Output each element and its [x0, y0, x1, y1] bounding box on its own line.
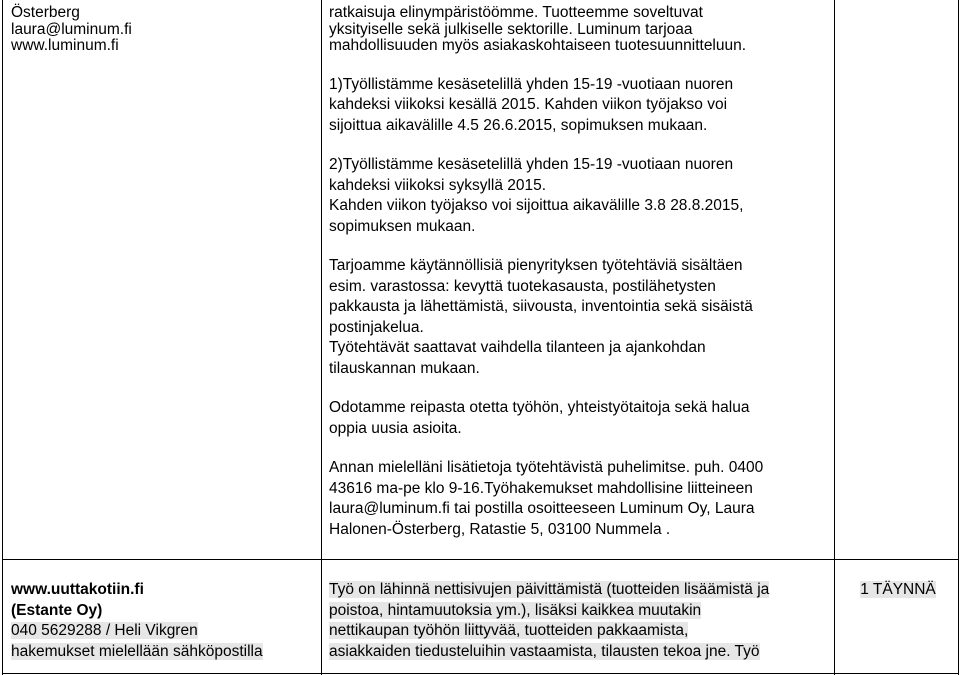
- employer-website[interactable]: www.uuttakotiin.fi: [11, 581, 144, 598]
- table-border-bottom: [2, 673, 959, 674]
- table-border-right: [958, 0, 959, 675]
- paragraph-line: oppia uusia asioita.: [329, 419, 462, 437]
- paragraph-line: esim. varastossa: kevyttä tuotekasausta, postilähetysten: [329, 277, 716, 295]
- column-divider-2: [834, 0, 835, 675]
- employer-phone-contact: 040 5629288 / Heli Vikgren: [11, 622, 198, 639]
- paragraph-line: laura@luminum.fi tai postilla osoitteeseen Luminum Oy, Laura: [329, 500, 755, 517]
- paragraph-line: kahdeksi viikoksi syksyllä 2015.: [329, 176, 547, 194]
- intro-line: mahdollisuuden myös asiakaskohtaiseen tuotesuunnitteluun.: [329, 37, 747, 54]
- table-border-left: [2, 0, 3, 675]
- description-line: poistoa, hintamuutoksia ym.), lisäksi kaikkea muutakin: [329, 601, 702, 619]
- employer-company: (Estante Oy): [11, 601, 103, 619]
- paragraph-line: Työtehtävät saattavat vaihdella tilanteen ja ajankohdan: [329, 339, 706, 356]
- contact-email[interactable]: laura@luminum.fi: [11, 20, 132, 38]
- paragraph-line: kahdeksi viikoksi kesällä 2015. Kahden viikon työjakso voi: [329, 96, 728, 113]
- applications-note: hakemukset mielellään sähköpostilla: [11, 642, 263, 660]
- paragraph-line: Halonen-Österberg, Ratastie 5, 03100 Nummela .: [329, 520, 671, 538]
- paragraph-line: pakkausta ja lähettämistä, siivousta, inventointia sekä sisäistä: [329, 298, 753, 315]
- description-line: Työ on lähinnä nettisivujen päivittämistä (tuotteiden lisäämistä ja: [329, 581, 770, 598]
- expectations-paragraph: [329, 398, 834, 439]
- paragraph-line: tilauskannan mukaan.: [329, 359, 480, 377]
- row2-positions-cell: [843, 580, 953, 601]
- paragraph-line: 2)Työllistämme kesäsetelillä yhden 15-19 -vuotiaan nuoren: [329, 156, 734, 173]
- intro-line: ratkaisuja elinympäristöömme. Tuotteemme soveltuvat: [329, 4, 703, 21]
- paragraph-line: sopimuksen mukaan.: [329, 217, 476, 235]
- paragraph-line: Tarjoamme käytännöllisiä pienyrityksen työtehtäviä sisältäen: [329, 257, 743, 274]
- summer-job-paragraph-1: [329, 75, 834, 137]
- tasks-paragraph: [329, 256, 834, 379]
- paragraph-line: postinjakelua.: [329, 318, 424, 336]
- description-line: nettikaupan työhön liittyvää, tuotteiden pakkaamista,: [329, 622, 689, 639]
- paragraph-line: Odotamme reipasta otetta työhön, yhteistyötaitoja sekä halua: [329, 399, 750, 416]
- paragraph-line: Annan mielelläni lisätietoja työtehtävistä puhelimitse. puh. 0400: [329, 459, 764, 476]
- contact-name: Österberg: [11, 4, 80, 21]
- row1-description-cell: [329, 5, 834, 540]
- row2-employer-cell: [11, 580, 316, 662]
- positions-status: 1 TÄYNNÄ: [860, 581, 936, 598]
- intro-line: yksityiselle sekä julkiselle sektorille. Luminum tarjoaa: [329, 20, 693, 38]
- summer-job-paragraph-2: [329, 155, 834, 237]
- intro-paragraph: [329, 5, 834, 55]
- row-divider: [2, 559, 959, 560]
- description-line: asiakkaiden tiedusteluihin vastaamista, tilausten tekoa jne. Työ: [329, 642, 760, 660]
- column-divider-1: [321, 0, 322, 675]
- paragraph-line: Kahden viikon työjakso voi sijoittua aikavälille 3.8 28.8.2015,: [329, 197, 744, 214]
- contact-website[interactable]: www.luminum.fi: [11, 37, 119, 54]
- contact-info-paragraph: [329, 458, 834, 540]
- row1-contact-cell: [11, 5, 316, 55]
- paragraph-line: 1)Työllistämme kesäsetelillä yhden 15-19 -vuotiaan nuoren: [329, 75, 734, 93]
- paragraph-line: 43616 ma-pe klo 9-16.Työhakemukset mahdollisine liitteineen: [329, 479, 753, 497]
- row2-description-cell: [329, 580, 834, 662]
- paragraph-line: sijoittua aikavälille 4.5 26.6.2015, sopimuksen mukaan.: [329, 116, 708, 134]
